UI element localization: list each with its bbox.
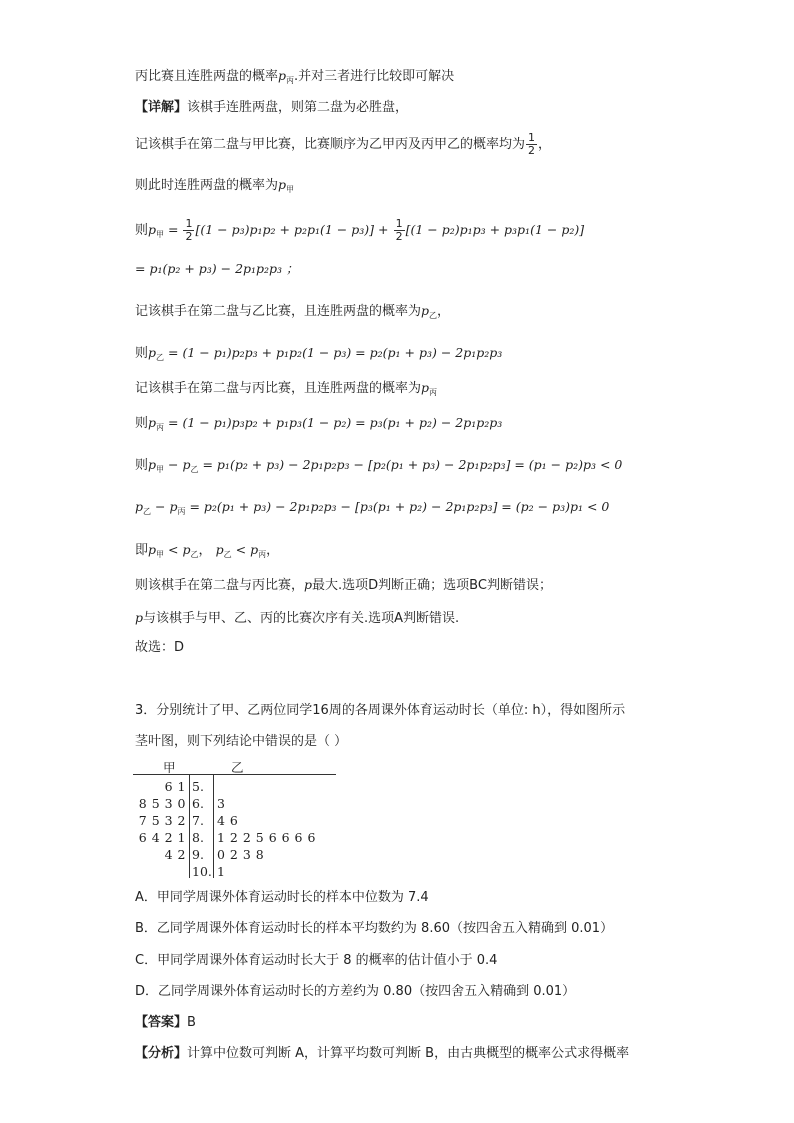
- text-line-answer-choice: [135, 639, 184, 657]
- detail-tag: 【详解】: [135, 100, 188, 115]
- text: 记该棋手在第二盘与乙比赛，且连胜两盘的概率为: [135, 304, 422, 319]
- math-p-jia: $p_甲$ =: [148, 222, 179, 239]
- text: ，: [437, 304, 451, 319]
- stem-leaf-row: [133, 813, 338, 829]
- stem-leaf-header-left: 甲: [163, 760, 176, 775]
- text-line-4: [135, 176, 294, 199]
- text: 3．分别统计了甲、乙两位同学16周的各周课外体育运动时长（单位: h），得如图所示: [135, 703, 626, 718]
- text-line-15: [135, 609, 459, 628]
- stem: 6.: [192, 796, 204, 811]
- leaf-right: 1 2 2 5 6 6 6 6: [217, 830, 316, 845]
- text-line-7: [135, 302, 450, 325]
- stem-leaf-row: [133, 847, 338, 863]
- text: 则: [135, 416, 149, 431]
- question-3-line-2: [135, 733, 347, 751]
- text: 最大.选项D判断正确；选项BC判断错误；: [312, 578, 552, 593]
- text: 记该棋手在第二盘与甲比赛，比赛顺序为乙甲丙及丙甲乙的概率均为: [135, 137, 526, 152]
- stem-leaf-row: [133, 796, 338, 812]
- fraction-half: $\frac{1}{2}$: [528, 131, 536, 157]
- math-p-yi: $p_乙$: [421, 303, 438, 320]
- stem: 7.: [192, 813, 204, 828]
- stem-leaf-row: [133, 779, 338, 795]
- math-p: p: [304, 577, 313, 592]
- text: 与该棋手与甲、乙、丙的比赛次序有关.选项A判断错误.: [143, 611, 460, 626]
- math-p-jia: $p_甲 - p_乙$: [148, 457, 199, 474]
- equation-p-yi: [135, 344, 502, 367]
- fraction-half: $\frac{1}{2}$: [185, 217, 193, 243]
- text: 茎叶图，则下列结论中错误的是（ ）: [135, 734, 348, 749]
- text: 记该棋手在第二盘与丙比赛，且连胜两盘的概率为: [135, 381, 422, 396]
- text: 则: [135, 223, 149, 238]
- text: .并对三者进行比较即可解决: [294, 69, 455, 84]
- text: A．甲同学周课外体育运动时长的样本中位数为 7.4: [135, 890, 429, 905]
- stem-leaf-row: [133, 864, 338, 880]
- math-expr: = p₁(p₂ + p₃) − 2p₁p₂p₃ ；: [135, 261, 299, 276]
- fraction-half: $\frac{1}{2}$: [395, 217, 403, 243]
- text: B．乙同学周课外体育运动时长的样本平均数约为 8.60（按四舍五入精确到 0.01）: [135, 921, 614, 936]
- text: 则此时连胜两盘的概率为: [135, 178, 279, 193]
- math-expr: = p₂(p₁ + p₃) − 2p₁p₂p₃ − [p₃(p₁ + p₂) − 2p₁p₂p₃] = (p₂ − p₃)p₁ < 0: [189, 499, 610, 514]
- stem-leaf-header-rule: [133, 774, 336, 775]
- math-ineq-2: $p_乙 < p_丙$: [215, 542, 267, 559]
- stem: 10.: [192, 864, 212, 879]
- text: C．甲同学周课外体育运动时长大于 8 的概率的估计值小于 0.4: [135, 953, 498, 968]
- text: 则该棋手在第二盘与丙比赛，: [135, 578, 305, 593]
- text: 该棋手连胜两盘，则第二盘为必胜盘，: [187, 100, 409, 115]
- stem-leaf-plot: [133, 762, 338, 880]
- leaf-right: 1: [217, 864, 226, 879]
- math-p-yi: $p_乙 - p_丙$: [135, 499, 186, 516]
- leaf-left: 7 5 3 2: [138, 813, 186, 828]
- equation-p-bing: [135, 414, 502, 437]
- leaf-left: 6 4 2 1: [138, 830, 186, 845]
- stem: 9.: [192, 847, 204, 862]
- stem: 5.: [192, 779, 204, 794]
- text-line-13: [135, 541, 279, 564]
- equation-diff-2: [135, 498, 609, 521]
- math-expr: = (1 − p₁)p₂p₃ + p₁p₂(1 − p₃) = p₂(p₁ + p₃) − 2p₁p₂p₃: [168, 345, 503, 360]
- equation-p-jia-result: [135, 260, 299, 279]
- option-d: [135, 983, 575, 1001]
- question-3-line-1: [135, 702, 625, 720]
- leaf-left: 6 1: [164, 779, 186, 794]
- text: 即: [135, 543, 149, 558]
- text: 故选：D: [135, 640, 185, 655]
- math-ineq-1: $p_甲 < p_乙$: [148, 542, 199, 559]
- text-line-1: [135, 67, 454, 90]
- option-a: [135, 889, 429, 907]
- answer-value: B: [187, 1015, 196, 1030]
- answer-tag: 【答案】: [135, 1015, 188, 1030]
- text: D．乙同学周课外体育运动时长的方差约为 0.80（按四舍五入精确到 0.01）: [135, 984, 576, 999]
- leaf-right: 0 2 3 8: [217, 847, 265, 862]
- text: 则: [135, 458, 149, 473]
- text-line-detail: [135, 99, 408, 117]
- stem-leaf-row: [133, 830, 338, 846]
- text: 丙比赛且连胜两盘的概率: [135, 69, 279, 84]
- text: 计算中位数可判断 A，计算平均数可判断 B，由古典概型的概率公式求得概率: [187, 1046, 630, 1061]
- math-p-bing: $p_丙$: [421, 380, 438, 397]
- leaf-left: 8 5 3 0: [138, 796, 186, 811]
- text-line-3: [135, 132, 551, 157]
- text-line-9: [135, 379, 437, 402]
- math-expr: = (1 − p₁)p₃p₂ + p₁p₃(1 − p₂) = p₃(p₁ + p₂) − 2p₁p₂p₃: [168, 415, 503, 430]
- equation-p-jia: [135, 218, 584, 244]
- option-c: [135, 952, 497, 970]
- analysis-line: [135, 1045, 629, 1063]
- math-p-jia: $p_甲$: [278, 177, 295, 194]
- math-expr: [(1 − p₂)p₁p₃ + p₃p₁(1 − p₂)]: [405, 222, 585, 237]
- math-p: p: [135, 610, 144, 625]
- stem: 8.: [192, 830, 204, 845]
- text-line-14: [135, 576, 552, 595]
- text: ，: [266, 543, 280, 558]
- text: ，: [198, 543, 212, 558]
- leaf-right: 4 6: [217, 813, 239, 828]
- option-b: [135, 920, 613, 938]
- leaf-left: 4 2: [164, 847, 186, 862]
- answer-line: [135, 1014, 196, 1032]
- text: 则: [135, 346, 149, 361]
- math-p-bing: $p_丙$: [278, 68, 295, 85]
- leaf-right: 3: [217, 796, 226, 811]
- math-expr: [(1 − p₃)p₁p₂ + p₂p₁(1 − p₃)] +: [195, 222, 389, 237]
- analysis-tag: 【分析】: [135, 1046, 188, 1061]
- stem-leaf-header-right: 乙: [231, 760, 244, 775]
- text: ，: [538, 137, 552, 152]
- equation-diff-1: [135, 456, 622, 479]
- math-expr: = p₁(p₂ + p₃) − 2p₁p₂p₃ − [p₂(p₁ + p₃) − 2p₁p₂p₃] = (p₁ − p₂)p₃ < 0: [202, 457, 623, 472]
- math-p-yi: $p_乙$: [148, 345, 165, 362]
- math-p-bing: $p_丙$: [148, 415, 165, 432]
